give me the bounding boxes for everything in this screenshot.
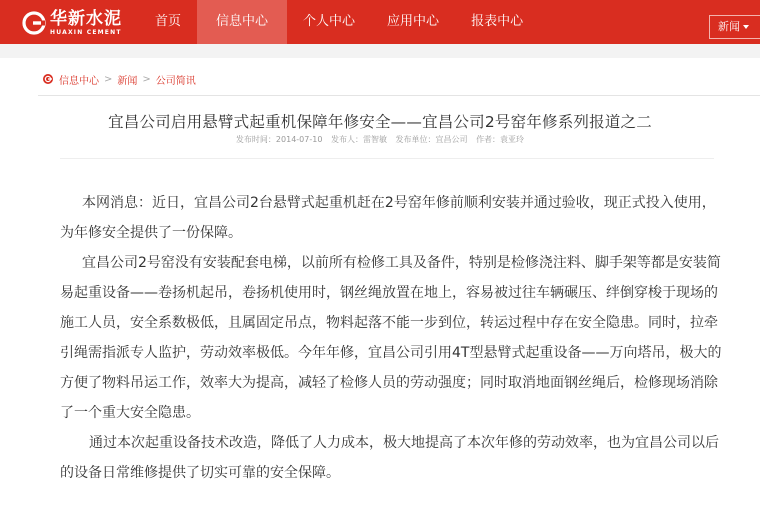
title-divider: [60, 158, 714, 159]
nav-personal-center[interactable]: 个人中心: [303, 14, 356, 29]
meta-author: 作者：袁亚玲: [476, 135, 525, 144]
chevron-down-icon: [743, 25, 749, 29]
article-title: 宜昌公司启用悬臂式起重机保障年修安全——宜昌公司2号窑年修系列报道之二: [108, 113, 652, 131]
nav-info-center[interactable]: 信息中心: [197, 0, 287, 44]
top-nav-bar: [0, 0, 760, 44]
nav-home[interactable]: 首页: [155, 14, 182, 29]
news-dropdown-label: 新闻: [718, 20, 740, 33]
brand-logo[interactable]: [22, 9, 122, 37]
logo-text: [50, 8, 122, 36]
breadcrumb-separator: >: [104, 73, 113, 85]
article-body: [60, 188, 724, 488]
article-meta: [0, 134, 760, 145]
breadcrumb-news[interactable]: 新闻: [117, 75, 138, 87]
logo-icon: [22, 11, 46, 35]
logo-english-name: HUAXIN CEMENT: [50, 28, 122, 36]
nav-app-center[interactable]: 应用中心: [387, 14, 440, 29]
nav-report-center[interactable]: 报表中心: [471, 14, 524, 29]
logo-chinese-name: 华新水泥: [50, 8, 122, 29]
header-spacer: [0, 44, 760, 58]
breadcrumb-separator: >: [142, 73, 151, 85]
news-dropdown[interactable]: [709, 15, 760, 39]
breadcrumb-company-briefs[interactable]: 公司简讯: [155, 75, 196, 87]
breadcrumb-home-icon: [42, 73, 54, 85]
main-nav: [138, 0, 539, 44]
meta-publish-unit: 发布单位：宜昌公司: [395, 135, 468, 144]
article-paragraph: 本网消息：近日，宜昌公司2台悬臂式起重机赶在2号窑年修前顺利安装并通过验收，现正式投入使用，为年修安全提供了一份保障。: [60, 195, 716, 241]
breadcrumb: [42, 72, 196, 86]
article-paragraph: 通过本次起重设备技术改造，降低了人力成本，极大地提高了本次年修的劳动效率，也为宜昌公司以后的设备日常维修提供了切实可靠的安全保障。: [60, 435, 719, 481]
breadcrumb-info-center[interactable]: 信息中心: [59, 75, 99, 87]
meta-publish-time: 发布时间：2014-07-10: [235, 135, 323, 144]
meta-publisher: 发布人：雷智敏: [330, 135, 387, 144]
breadcrumb-divider: [38, 95, 760, 96]
article-paragraph: 宜昌公司2号窑没有安装配套电梯，以前所有检修工具及备件，特别是检修浇注料、脚手架等都是安装简易起重设备——卷扬机起吊，卷扬机使用时，钢丝绳放置在地上，容易被过往车辆碾压、绊倒穿梭于现场的施工人员，安全系数极低，且属固定吊点，物料起落不能一步到位，转运过程中存在安全隐患。同时，拉牵引绳需指派专人监护，劳动效率极低。今年年修，宜昌公司引用4T型悬臂式起重设备——万向塔吊，极大的方便了物料吊运工作，效率大为提高，减轻了检修人员的劳动强度；同时取消地面钢丝绳后，检修现场消除了一个重大安全隐患。: [60, 255, 722, 421]
